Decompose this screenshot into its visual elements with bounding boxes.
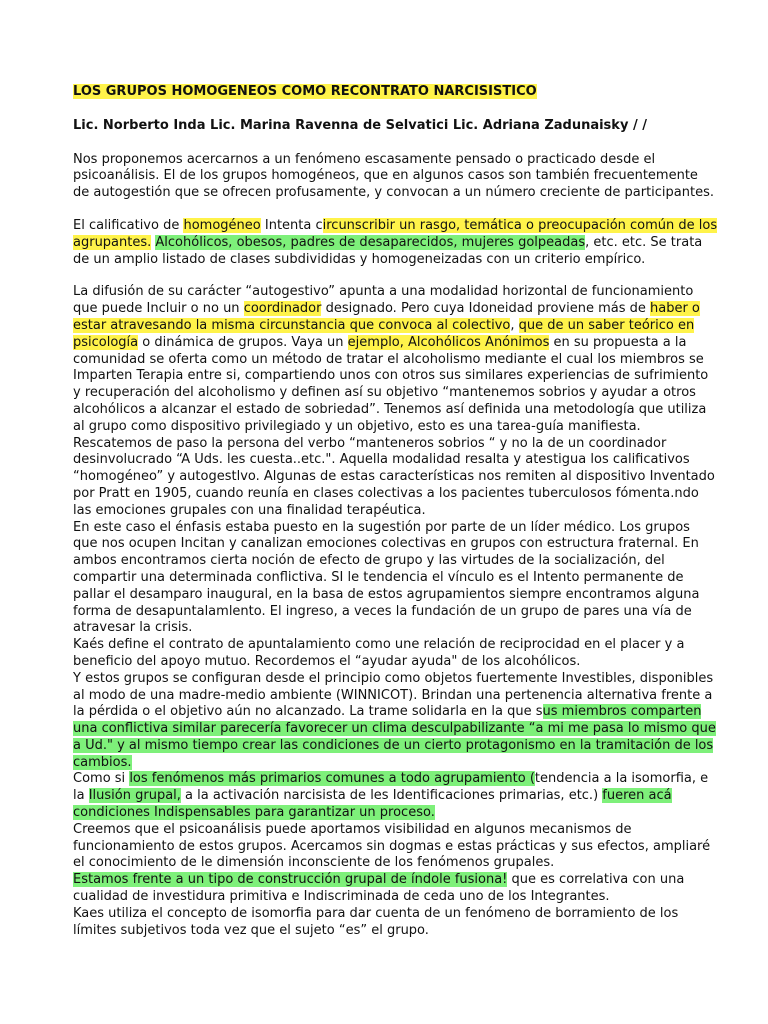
highlighted-text: que de un saber teórico en psicología bbox=[73, 317, 695, 350]
paragraph bbox=[73, 771, 718, 821]
highlighted-text: haber o estar atravesando la misma circunstancia que convoca al colectivo bbox=[73, 301, 700, 333]
text-run: tendencia a la isomorfia, e la bbox=[73, 771, 709, 804]
highlighted-text: coordinador bbox=[243, 301, 322, 317]
text-run: Creemos que el psicoanálisis puede aportamos visibilidad en algunos mecanismos de funcionamiento de estos grupos. Acercamos sin dogmas e estas prácticas y sus efectos, ampliaré el conocimiento de le dimensión inconsciente de los fenómenos grupales. bbox=[73, 821, 711, 871]
text-run: Kaes utiliza el concepto de isomorfia para dar cuenta de un fenómeno de borramiento de los límites subjetivos toda vez que el sujeto “es” el grupo. bbox=[73, 905, 679, 938]
paragraph bbox=[73, 152, 718, 202]
text-run: designado. Pero cuya Idoneidad proviene más de bbox=[321, 301, 650, 317]
document-title bbox=[73, 84, 718, 101]
highlighted-text: homogéneo bbox=[183, 217, 261, 233]
text-run: en su propuesta a la comunidad se oferta como un método de tratar el alcoholismo mediante el cual los miembros se Imparten Terapia entre si, compartiendo unos con otros sus similares experiencias de sufrimiento y recuperación del alcoholismo y definen así su objetivo “mantenemos sobrios y ayudar a otros alcohólicos a alcanzar el estado de sobriedad”. Tenemos así definida una metodología que utiliza al grupo como dispositivo privilegiado y un objetivo, esto es una tarea-guía manifiesta. bbox=[73, 334, 709, 434]
highlighted-text: us miembros comparten una conflictiva similar parecería favorecer un clima desculpabilizante “a mi me pasa lo mismo que a Ud." y al mismo tiempo crear las condiciones de un cierto protagonismo en la tramitación de los cambios. bbox=[73, 704, 716, 770]
text-run: En este caso el énfasis estaba puesto en la sugestión por parte de un líder médico. Los grupos que nos ocupen Incitan y canalizan emociones colectivas en grupos con estructura fraternal. En ambos encontramos cierta noción de efecto de grupo y las virtudes de la socialización, del compartir una determinada conflictiva. SI le tendencia el vínculo es el Intento permanente de pallar el desamparo inaugural, en la basa de estos agrupamientos siempre encontramos alguna forma de desapuntalamlento. El ingreso, a veces la fundación de un grupo de pares una vía de atravesar la crisis. bbox=[73, 519, 700, 636]
highlighted-text: ircunscribir un rasgo, temática o preocupación común de los agrupantes. bbox=[73, 217, 718, 250]
paragraph bbox=[73, 218, 718, 268]
text-run: que es correlativa con una cualidad de investidura primitiva e Indiscriminada de ceda uno de los Integrantes. bbox=[73, 872, 685, 905]
highlighted-text: Alcohólicos, obesos, padres de desaparecidos, mujeres golpeadas bbox=[155, 234, 586, 250]
paragraph bbox=[73, 671, 718, 772]
paragraph bbox=[73, 906, 718, 940]
text-run: Kaés define el contrato de apuntalamiento como une relación de reciprocidad en el placer y a beneficio del apoyo mutuo. Recordemos el “ayudar ayuda" de los alcohólicos. bbox=[73, 637, 685, 669]
text-run: Y estos grupos se configuran desde el principio como objetos fuertemente Investibles, disponibles al modo de una madre-medio ambiente (WINNICOT). Brindan una pertenencia alternativa frente a la pérdida o el objetivo aún no alcanzado. La trame solidarla en la que s bbox=[73, 670, 714, 720]
text-run: Nos proponemos acercarnos a un fenómeno escasamente pensado o practicado desde el psicoanálisis. El de los grupos homogéneos, que en algunos casos son también frecuentemente de autogestión que se ofrecen profusamente, y convocan a un número creciente de participantes. bbox=[73, 151, 714, 201]
paragraph bbox=[73, 637, 718, 671]
text-run: a la activación narcisista de les Identificaciones primarias, etc.) bbox=[180, 788, 603, 804]
text-run: Como si bbox=[73, 771, 130, 787]
text-run: o dinámica de grupos. Vaya un bbox=[138, 334, 348, 350]
document-body bbox=[73, 84, 718, 939]
highlighted-text: Ilusión grupal, bbox=[88, 788, 181, 804]
text-run: Rescatemos de paso la persona del verbo “manteneros sobrios “ y no la de un coordinador desinvolucrado “A Uds. les cuesta..etc.". Aquella modalidad resalta y atestigua los calificativos “homogéneo” y autogestlvo. Algunas de estas características nos remiten al dispositivo Inventado por Pratt en 1905, cuando reunía en clases colectivas a los pacientes tuberculosos fómenta.ndo las emociones grupales con una finalidad terapéutica. bbox=[73, 435, 715, 518]
paragraphs bbox=[73, 152, 718, 940]
text-run: , etc. etc. Se trata de un amplio listado de clases subdivididas y homogeneizadas con un criterio empírico. bbox=[73, 234, 703, 267]
title-highlight: LOS GRUPOS HOMOGENEOS COMO RECONTRATO NARCISISTICO bbox=[73, 84, 537, 99]
highlighted-text: los fenómenos más primarios comunes a todo agrupamiento ( bbox=[129, 771, 535, 787]
paragraph bbox=[73, 436, 718, 520]
text-run: , bbox=[510, 317, 519, 333]
text-run: Intenta c bbox=[260, 217, 323, 233]
highlighted-text: ejemplo, Alcohólicos Anónimos bbox=[347, 334, 550, 350]
paragraph bbox=[73, 520, 718, 638]
highlighted-text: fueren acá condiciones Indispensables para garantizar un proceso. bbox=[73, 788, 672, 821]
text-run: El calificativo de bbox=[73, 217, 184, 233]
paragraph bbox=[73, 822, 718, 872]
paragraph bbox=[73, 872, 718, 906]
authors-line: Lic. Norberto Inda Lic. Marina Ravenna de Selvatici Lic. Adriana Zadunaisky / / bbox=[73, 117, 647, 133]
highlighted-text: Estamos frente a un tipo de construcción grupal de índole fusiona! bbox=[73, 872, 508, 888]
paragraph bbox=[73, 284, 718, 435]
text-run: La difusión de su carácter “autogestivo” apunta a una modalidad horizontal de funcionamiento que puede Incluir o no un bbox=[73, 284, 694, 317]
